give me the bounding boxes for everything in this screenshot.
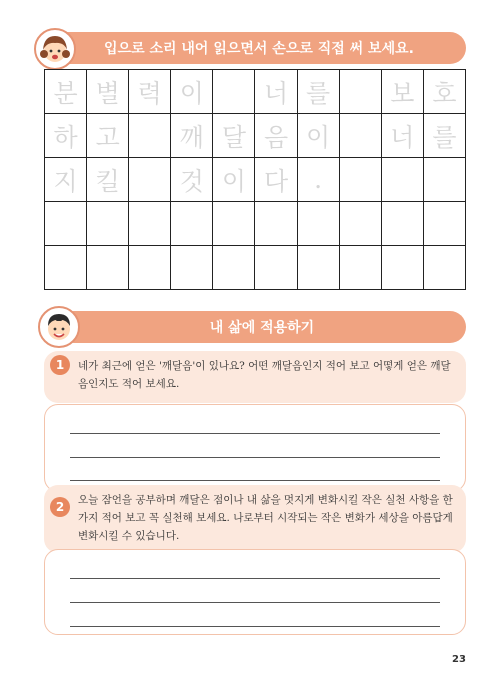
answer-2-line xyxy=(70,578,440,579)
answer-1-line xyxy=(70,433,440,434)
grid-cell[interactable]: 것 xyxy=(171,158,213,202)
grid-cell[interactable] xyxy=(339,158,381,202)
answer-2-line xyxy=(70,602,440,603)
copy-exercise-banner xyxy=(52,32,466,64)
grid-cell[interactable] xyxy=(297,202,339,246)
grid-cell[interactable] xyxy=(255,246,297,290)
grid-cell[interactable]: 너 xyxy=(255,70,297,114)
grid-cell[interactable] xyxy=(381,202,423,246)
grid-cell[interactable] xyxy=(339,114,381,158)
grid-cell[interactable]: 너 xyxy=(381,114,423,158)
grid-cell[interactable] xyxy=(339,70,381,114)
grid-cell[interactable] xyxy=(381,246,423,290)
grid-cell[interactable] xyxy=(45,202,87,246)
grid-cell[interactable]: 고 xyxy=(87,114,129,158)
grid-cell[interactable] xyxy=(129,246,171,290)
grid-cell[interactable]: 다 xyxy=(255,158,297,202)
question-2-text: 오늘 잠언을 공부하며 깨달은 점이나 내 삶을 멋지게 변화시킬 작은 실천 사항을 한 가지 적어 보고 꼭 실천해 보세요. 나로부터 시작되는 작은 변화가 세상을 아름답게 변화시킬 수 있습니다. xyxy=(78,494,453,542)
boy-mascot-icon xyxy=(38,306,80,348)
grid-cell[interactable] xyxy=(45,246,87,290)
grid-cell[interactable] xyxy=(297,246,339,290)
grid-cell[interactable]: 이 xyxy=(213,158,255,202)
girl-mascot-icon xyxy=(34,28,76,70)
answer-2-line xyxy=(70,626,440,627)
answer-2-box[interactable] xyxy=(44,549,466,635)
grid-cell[interactable] xyxy=(339,202,381,246)
grid-row xyxy=(45,114,466,158)
grid-cell[interactable]: 킬 xyxy=(87,158,129,202)
question-1-number: 1 xyxy=(50,355,70,375)
grid-cell[interactable]: 를 xyxy=(297,70,339,114)
grid-cell[interactable] xyxy=(87,246,129,290)
grid-cell[interactable] xyxy=(423,158,465,202)
grid-cell[interactable] xyxy=(129,202,171,246)
grid-cell[interactable]: 지 xyxy=(45,158,87,202)
grid-cell[interactable]: . xyxy=(297,158,339,202)
grid-cell[interactable] xyxy=(381,158,423,202)
answer-1-line xyxy=(70,457,440,458)
grid-cell[interactable] xyxy=(213,246,255,290)
apply-to-life-banner xyxy=(58,311,466,343)
page-number: 23 xyxy=(452,654,466,665)
grid-cell[interactable]: 이 xyxy=(297,114,339,158)
apply-to-life-title: 내 삶에 적용하기 xyxy=(209,320,315,336)
grid-cell[interactable]: 달 xyxy=(213,114,255,158)
grid-cell[interactable]: 이 xyxy=(171,70,213,114)
copy-exercise-title: 입으로 소리 내어 읽으면서 손으로 직접 써 보세요. xyxy=(104,41,414,57)
grid-cell[interactable]: 를 xyxy=(423,114,465,158)
grid-cell[interactable]: 음 xyxy=(255,114,297,158)
answer-1-line xyxy=(70,480,440,481)
grid-cell[interactable] xyxy=(423,246,465,290)
answer-1-box[interactable] xyxy=(44,404,466,492)
grid-cell[interactable] xyxy=(213,70,255,114)
grid-row xyxy=(45,246,466,290)
grid-cell[interactable]: 하 xyxy=(45,114,87,158)
question-2-number: 2 xyxy=(50,497,70,517)
grid-cell[interactable] xyxy=(171,246,213,290)
grid-cell[interactable] xyxy=(255,202,297,246)
grid-cell[interactable]: 분 xyxy=(45,70,87,114)
grid-cell[interactable]: 별 xyxy=(87,70,129,114)
grid-cell[interactable]: 력 xyxy=(129,70,171,114)
grid-row xyxy=(45,70,466,114)
grid-cell[interactable] xyxy=(129,114,171,158)
grid-cell[interactable] xyxy=(171,202,213,246)
grid-cell[interactable]: 호 xyxy=(423,70,465,114)
grid-cell[interactable]: 보 xyxy=(381,70,423,114)
grid-cell[interactable] xyxy=(423,202,465,246)
grid-row xyxy=(45,158,466,202)
grid-cell[interactable]: 깨 xyxy=(171,114,213,158)
grid-cell[interactable] xyxy=(339,246,381,290)
grid-cell[interactable] xyxy=(213,202,255,246)
grid-cell[interactable] xyxy=(129,158,171,202)
grid-cell[interactable] xyxy=(87,202,129,246)
question-1-text: 네가 최근에 얻은 '깨달음'이 있나요? 어떤 깨달음인지 적어 보고 어떻게 얻은 깨달음인지도 적어 보세요. xyxy=(78,360,451,390)
writing-practice-grid xyxy=(44,69,466,290)
grid-row xyxy=(45,202,466,246)
